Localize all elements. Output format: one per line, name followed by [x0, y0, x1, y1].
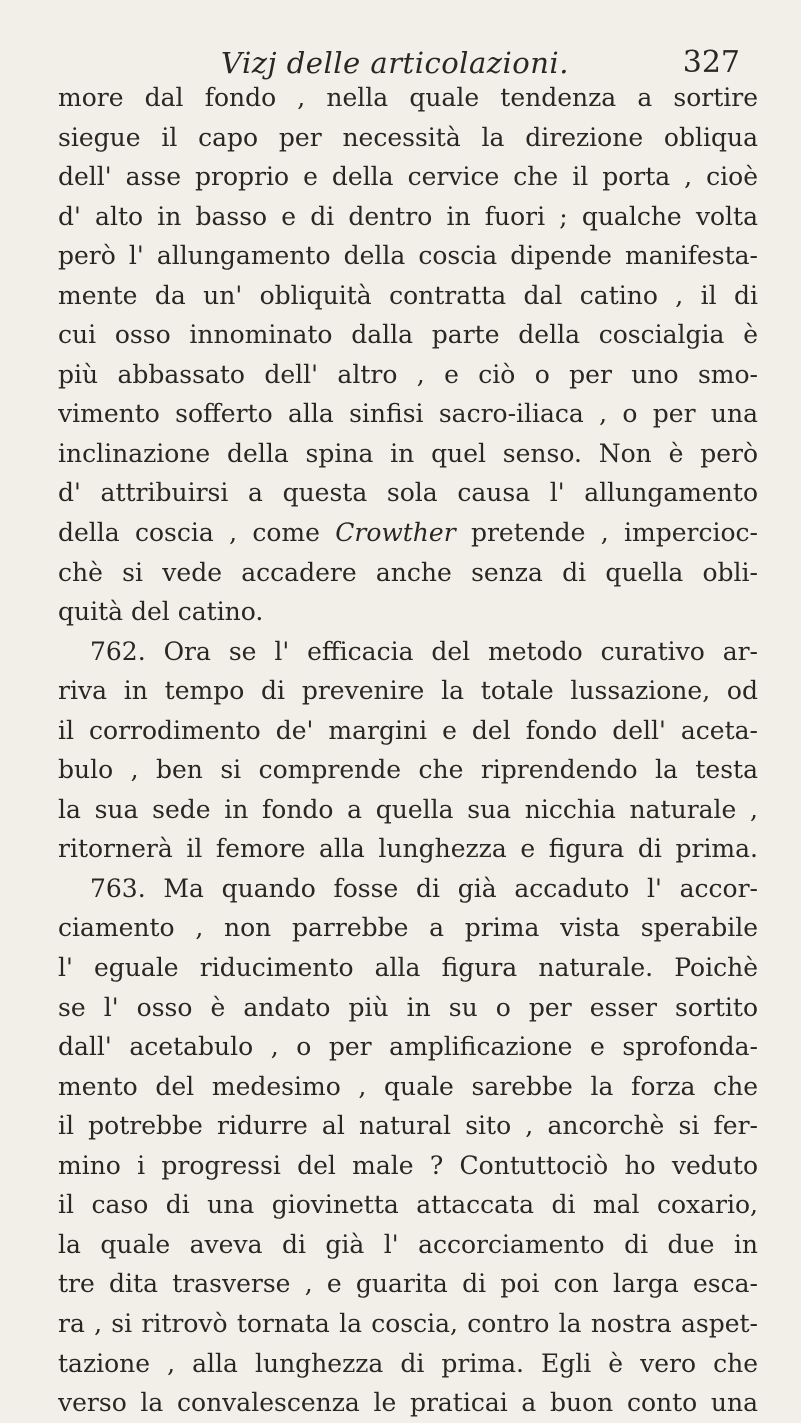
- text-line: tre dita trasverse , e guarita di poi con larga esca-: [58, 1269, 758, 1299]
- text-line: ra , si ritrovò tornata la coscia, contro la nostra aspet-: [58, 1308, 758, 1338]
- text-line: l' eguale riducimento alla figura naturale. Poichè: [58, 953, 758, 983]
- text-line: cui osso innominato dalla parte della coscialgia è: [58, 320, 758, 350]
- text-line: la sua sede in fondo a quella sua nicchia naturale ,: [58, 794, 758, 824]
- text-line: bulo , ben si comprende che riprendendo la testa: [58, 755, 758, 785]
- text-line: quità del catino.: [58, 597, 264, 627]
- text-line: mente da un' obliquità contratta dal catino , il di: [58, 280, 758, 310]
- text-line: il potrebbe ridurre al natural sito , ancorchè si fer-: [58, 1111, 758, 1141]
- text-line: d' attribuirsi a questa sola causa l' allungamento: [58, 478, 758, 508]
- cited-author: Crowther: [335, 518, 456, 548]
- text-line: dell' asse proprio e della cervice che il porta , cioè: [58, 162, 758, 192]
- text-line: inclinazione della spina in quel senso. Non è però: [58, 438, 758, 468]
- text-segment: pretende , impercioc-: [455, 518, 758, 548]
- text-line: il corrodimento de' margini e del fondo dell' aceta-: [58, 715, 758, 745]
- text-line: chè si vede accadere anche senza di quella obli-: [58, 557, 758, 587]
- running-title: Vizj delle articolazioni.: [221, 46, 569, 80]
- text-line: il caso di una giovinetta attaccata di mal coxario,: [58, 1190, 758, 1220]
- text-line: la quale aveva di già l' accorciamento di due in: [58, 1229, 758, 1259]
- text-line: siegue il capo per necessità la direzione obliqua: [58, 122, 758, 152]
- text-line: d' alto in basso e di dentro in fuori ; qualche volta: [58, 201, 758, 231]
- text-line: più abbassato dell' altro , e ciò o per uno smo-: [58, 359, 758, 389]
- text-line: ritornerà il femore alla lunghezza e figura di prima.: [58, 834, 758, 864]
- paragraph-762-start: 762. Ora se l' efficacia del metodo curativo ar-: [90, 636, 758, 666]
- text-line: ciamento , non parrebbe a prima vista sperabile: [58, 913, 758, 943]
- paragraph-763-start: 763. Ma quando fosse di già accaduto l' accor-: [90, 873, 758, 903]
- text-line: mento del medesimo , quale sarebbe la forza che: [58, 1071, 758, 1101]
- page-number: 327: [682, 45, 740, 80]
- text-line-with-citation: [58, 513, 758, 553]
- text-line: mino i progressi del male ? Contuttociò ho veduto: [58, 1150, 758, 1180]
- text-line: tazione , alla lunghezza di prima. Egli è vero che: [58, 1348, 758, 1378]
- text-segment: della coscia , come: [58, 518, 336, 548]
- text-line: vimento sofferto alla sinfisi sacro-iliaca , o per una: [58, 399, 758, 429]
- text-line: dall' acetabulo , o per amplificazione e sprofonda-: [58, 1032, 758, 1062]
- text-line: riva in tempo di prevenire la totale lussazione, od: [58, 676, 758, 706]
- text-line: però l' allungamento della coscia dipende manifesta-: [58, 241, 758, 271]
- text-line: se l' osso è andato più in su o per esser sortito: [58, 992, 758, 1022]
- body-text: [58, 78, 758, 1423]
- text-line: more dal fondo , nella quale tendenza a sortire: [58, 83, 758, 112]
- text-line: verso la convalescenza le praticai a buon conto una: [58, 1388, 758, 1418]
